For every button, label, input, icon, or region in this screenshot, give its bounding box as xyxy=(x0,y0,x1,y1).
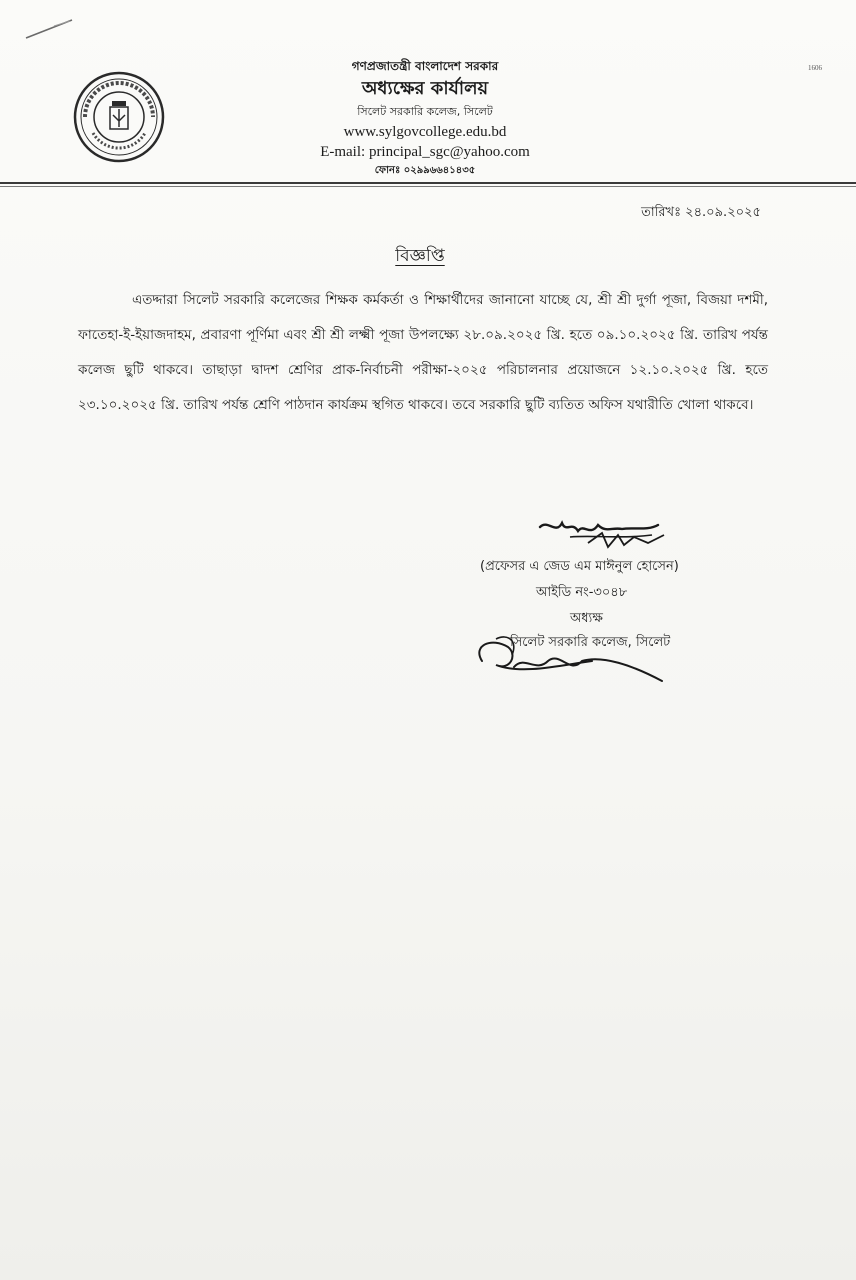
college-address: সিলেট সরকারি কলেজ, সিলেট xyxy=(357,105,493,118)
website-link: www.sylgovcollege.edu.bd xyxy=(343,124,507,140)
pen-mark-icon xyxy=(24,14,76,44)
page-number: 1606 xyxy=(808,64,822,72)
signatory-name: (প্রফেসর এ জেড এম মাঈনুল হোসেন) xyxy=(480,559,679,574)
notice-body: এতদ্দারা সিলেট সরকারি কলেজের শিক্ষক কর্মকর্তা ও শিক্ষার্থীদের জানানো যাচ্ছে যে, শ্রী শ্রী দুর্গা পূজা, বিজয়া দশমী, ফাতেহা-ই-ইয়াজদাহম, প্রবারণা পূর্ণিমা এবং শ্রী শ্রী লক্ষ্মী পূজা উপলক্ষ্যে ২৮.০৯.২০২৫ খ্রি. হতে ০৯.১০.২০২৫ খ্রি. তারিখ পর্যন্ত কলেজ ছুটি থাকবে। তাছাড়া দ্বাদশ শ্রেণির প্রাক-নির্বাচনী পরীক্ষা-২০২৫ পরিচালনার প্রয়োজনে ১২.১০.২০২৫ খ্রি. হতে ২৩.১০.২০২৫ খ্রি. তারিখ পর্যন্ত শ্রেণি পাঠদান কার্যক্রম স্থগিত থাকবে। তবে সরকারি ছুটি ব্যতিত অফিস যথারীতি খোলা থাকবে। xyxy=(78,292,768,413)
signatory-designation: অধ্যক্ষ xyxy=(570,611,603,626)
office-title: অধ্যক্ষের কার্যালয় xyxy=(361,78,489,99)
notice-title: বিজ্ঞপ্তি xyxy=(395,246,445,266)
college-seal-icon xyxy=(73,71,165,163)
signatory-college: সিলেট সরকারি কলেজ, সিলেট xyxy=(510,635,671,650)
government-name: গণপ্রজাতন্ত্রী বাংলাদেশ সরকার xyxy=(351,59,499,73)
email-address: E-mail: principal_sgc@yahoo.com xyxy=(320,144,530,160)
header-divider xyxy=(0,182,856,184)
letterhead xyxy=(260,56,590,180)
signatory-id: আইডি নং-৩০৪৮ xyxy=(536,585,628,600)
signature-block xyxy=(452,515,752,705)
header-divider-thin xyxy=(0,186,856,187)
phone-number: ফোনঃ ০২৯৯৬৬৪১৪৩৫ xyxy=(374,165,476,176)
notice-date: তারিখঃ ২৪.০৯.২০২৫ xyxy=(641,205,761,220)
